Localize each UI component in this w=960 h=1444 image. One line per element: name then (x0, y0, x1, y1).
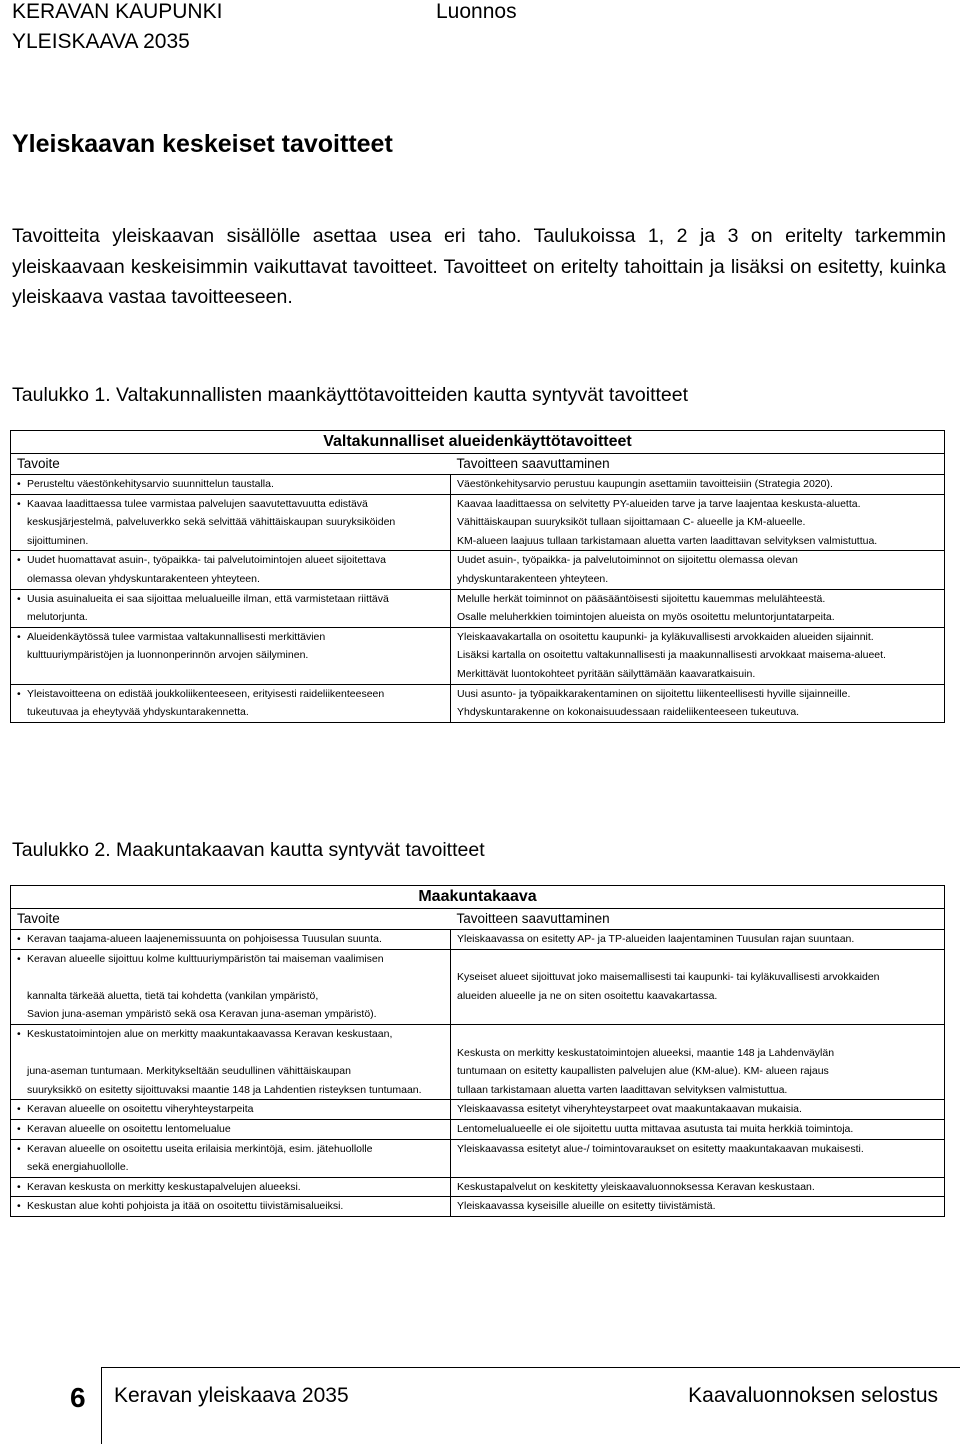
bullet-item (17, 1120, 450, 1139)
achievement-text-line (457, 950, 944, 969)
intro-paragraph: Tavoitteita yleiskaavan sisällölle asettaa usea eri taho. Taulukoissa 1, 2 ja 3 on eritelty tarkemmin yleiskaavaan keskeisimmin vaikuttavat tavoitteet. Tavoitteet on eritelty tahoittain ja lisäksi on esitetty, kuinka yleiskaava vastaa tavoitteeseen. (12, 225, 946, 308)
bullet-item (17, 1140, 450, 1177)
goal-cell (11, 589, 451, 627)
achievement-text-line: Yleiskaavassa on esitetty AP- ja TP-alueiden laajentaminen Tuusulan rajan suuntaan. (457, 933, 855, 945)
footer-document-name: Keravan yleiskaava 2035 (114, 1384, 349, 1407)
bullet-item (17, 628, 450, 665)
header-status: Luonnos (436, 0, 517, 23)
table-row (11, 1119, 945, 1139)
achievement-text-line: Merkittävät luontokohteet pyritään säilyttämään kaavaratkaisuin. (457, 667, 756, 680)
achievement-text-line: yhdyskuntarakenteen yhteyteen. (457, 572, 609, 585)
goal-cell (11, 494, 451, 551)
footer-section-name: Kaavaluonnoksen selostus (688, 1384, 938, 1407)
goal-cell (11, 1197, 451, 1217)
achievement-cell (451, 627, 945, 684)
achievement-text-line: tuntumaan on esitetty kaupallisten palvelujen alue (KM-alue). KM- alueen rajaus (457, 1065, 829, 1078)
table-row (11, 684, 945, 722)
table-row (11, 1100, 945, 1120)
bullet-item (17, 495, 450, 551)
bullet-item (17, 1178, 450, 1197)
goal-text-line: Savion juna-aseman ympäristö sekä osa Keravan juna-aseman ympäristö). (27, 1008, 377, 1021)
table2-col-achievement: Tavoitteen saavuttaminen (451, 909, 945, 930)
goal-cell (11, 1024, 451, 1099)
goal-cell (11, 1100, 451, 1120)
table2-title: Maakuntakaava (11, 886, 945, 909)
goal-text-line: • Yleistavoitteena on edistää joukkoliikenteeseen, erityisesti raideliikenteeseen (27, 687, 385, 700)
table-row (11, 627, 945, 684)
bullet-item (17, 1197, 450, 1216)
achievement-cell (451, 1119, 945, 1139)
goal-text-line: • Uusia asuinalueita ei saa sijoittaa melualueille ilman, että varmistetaan riittävä (27, 592, 389, 605)
table1-col-achievement: Tavoitteen saavuttaminen (451, 454, 945, 475)
table-row (11, 475, 945, 495)
table1-title: Valtakunnalliset alueidenkäyttötavoitteet (11, 431, 945, 454)
table-row (11, 930, 945, 950)
table-row (11, 494, 945, 551)
achievement-cell (451, 1024, 945, 1099)
goal-text-line: • Perusteltu väestönkehitysarvio suunnittelun taustalla. (27, 478, 274, 490)
goal-text-line: melutorjunta. (27, 611, 88, 624)
achievement-text-line: Yleiskaavassa esitetyt viheryhteystarpeet ovat maakuntakaavan mukaisia. (457, 1103, 802, 1116)
achievement-cell (451, 475, 945, 495)
goal-cell (11, 949, 451, 1024)
achievement-text-line: Vähittäiskaupan suuryksiköt tullaan sijoittamaan C- alueelle ja KM-alueelle. (457, 516, 806, 529)
goal-cell (11, 684, 451, 722)
achievement-cell (451, 494, 945, 551)
achievement-cell (451, 1139, 945, 1177)
table-row (11, 1177, 945, 1197)
achievement-text-line: Yleiskaavassa esitetyt alue-/ toimintovaraukset on esitetty maakuntakaavan mukaisesti. (457, 1142, 864, 1155)
goal-text-line: • Alueidenkäytössä tulee varmistaa valtakunnallisesti merkittävien (27, 630, 326, 643)
achievement-text-line: Kyseiset alueet sijoittuvat joko maisemallisesti tai kaupunki- tai kyläkuvallisesti arvokkaiden (457, 971, 880, 984)
goal-text-line: • Keravan keskusta on merkitty keskustapalvelujen alueeksi. (27, 1180, 301, 1193)
bullet-item (17, 590, 450, 627)
goal-text-line: sijoittuminen. (27, 534, 89, 547)
achievement-cell (451, 930, 945, 950)
bullet-item (17, 685, 450, 722)
footer-divider (101, 1367, 102, 1444)
table-row (11, 1197, 945, 1217)
achievement-cell (451, 1177, 945, 1197)
page-number: 6 (70, 1382, 86, 1413)
goal-cell (11, 1119, 451, 1139)
bullet-item (17, 950, 450, 1024)
goal-cell (11, 551, 451, 589)
achievement-cell (451, 1100, 945, 1120)
achievement-cell (451, 949, 945, 1024)
achievement-text-line: alueiden alueelle ja ne on siten osoitettu kaavakartassa. (457, 989, 718, 1002)
achievement-cell (451, 1197, 945, 1217)
table-row (11, 589, 945, 627)
goal-text-line: • Keravan alueelle on osoitettu viheryhteystarpeita (27, 1103, 254, 1116)
table2-rows (11, 930, 945, 1217)
achievement-text-line: Lentomelualueelle ei ole sijoitettu uutta mittavaa asutusta tai muita herkkiä toimintoja. (457, 1122, 854, 1135)
table1-col-goal: Tavoite (11, 454, 451, 475)
goal-text-line: • Keravan alueelle on osoitettu lentomelualue (27, 1122, 231, 1135)
goal-text-line: • Keravan alueelle on osoitettu useita erilaisia merkintöjä, esim. jätehuollolle (27, 1142, 373, 1155)
achievement-text-line (457, 1025, 944, 1044)
achievement-text-line: KM-alueen laajuus tullaan tarkistamaan aluetta varten laadittavan selvityksen valmistuttua. (457, 534, 878, 547)
achievement-text-line: Osalle meluherkkien toimintojen alueista on myös osoitettu meluntorjuntatarpeita. (457, 611, 835, 624)
goal-text-line: sekä energiahuollolle. (27, 1161, 129, 1174)
goal-cell (11, 930, 451, 950)
bullet-item (17, 1100, 450, 1119)
page-title: Yleiskaavan keskeiset tavoitteet (12, 130, 393, 158)
goal-text-line: kannalta tärkeää aluetta, tietä tai kohdetta (vankilan ympäristö, (27, 989, 319, 1002)
goal-text-line: • Keravan alueelle sijoittuu kolme kulttuuriympäristön tai maiseman vaalimisen (27, 952, 384, 965)
achievement-text-line: Uusi asunto- ja työpaikkarakentaminen on sijoitettu liikenteellisesti hyville sijainneille. (457, 687, 851, 700)
table1-caption: Taulukko 1. Valtakunnallisten maankäyttötavoitteiden kautta syntyvät tavoitteet (12, 384, 689, 406)
goal-text-line: juna-aseman tuntumaan. Merkitykseltään seudullinen vähittäiskaupan (27, 1065, 351, 1078)
achievement-text-line: Väestönkehitysarvio perustuu kaupungin asettamiin tavoitteisiin (Strategia 2020). (457, 478, 833, 490)
goal-cell (11, 475, 451, 495)
table-row (11, 551, 945, 589)
goal-text-line: • Uudet huomattavat asuin-, työpaikka- tai palvelutoimintojen alueet sijoitettava (27, 554, 386, 567)
goal-text-line: • Keskustan alue kohti pohjoista ja itää on osoitettu tiivistämisalueiksi. (27, 1200, 344, 1213)
achievement-cell (451, 684, 945, 722)
table-row (11, 949, 945, 1024)
bullet-item (17, 551, 450, 588)
table-row (11, 1024, 945, 1099)
goal-text-line: olemassa olevan yhdyskuntarakenteen yhteyteen. (27, 572, 260, 585)
table1-rows (11, 475, 945, 723)
achievement-text-line: Lisäksi kartalla on osoitettu valtakunnallisesti ja maakunnallisesti arvokkaat maisema-alueet. (457, 649, 886, 662)
header-plan: YLEISKAAVA 2035 (12, 30, 190, 53)
goal-text-line: • Kaavaa laadittaessa tulee varmistaa palvelujen saavutettavuutta edistävä (27, 497, 368, 510)
achievement-text-line: Uudet asuin-, työpaikka- ja palvelutoiminnot on sijoitettu olemassa olevan (457, 554, 798, 567)
achievement-text-line: Keskustapalvelut on keskitetty yleiskaavaluonnoksessa Keravan keskustaan. (457, 1180, 815, 1193)
bullet-item (17, 475, 450, 494)
goal-cell (11, 627, 451, 684)
achievement-text-line: Melulle herkät toiminnot on pääsääntöisesti sijoitettu kauemmas melulähteestä. (457, 592, 826, 605)
goal-text-line: tukeutuvaa ja eheytyvää yhdyskuntarakennetta. (27, 706, 249, 719)
achievement-text-line: Yleiskaavassa kyseisille alueille on esitetty tiivistämistä. (457, 1200, 716, 1213)
achievement-text-line: Kaavaa laadittaessa on selvitetty PY-alueiden tarve ja tarve laajentaa keskusta-aluetta. (457, 497, 861, 510)
achievement-cell (451, 589, 945, 627)
goal-text-line (27, 968, 450, 987)
goal-text-line: keskusjärjestelmä, palveluverkko sekä selvittää vähittäiskaupan suuryksiköiden (27, 516, 396, 529)
goal-text-line: • Keskustatoimintojen alue on merkitty maakuntakaavassa Keravan keskustaan, (27, 1027, 393, 1040)
achievement-text-line: Yleiskaavakartalla on osoitettu kaupunki- ja kyläkuvallisesti arvokkaiden alueiden sijainnit. (457, 630, 874, 643)
goal-text-line: kulttuuriympäristöjen ja luonnonperinnön arvojen säilyminen. (27, 649, 309, 662)
bullet-item (17, 1025, 450, 1099)
table1 (10, 430, 945, 723)
achievement-text-line: Yhdyskuntarakenne on kokonaisuudessaan raideliikenteeseen tukeutuva. (457, 706, 800, 719)
achievement-cell (451, 551, 945, 589)
goal-cell (11, 1139, 451, 1177)
bullet-item (17, 930, 450, 949)
goal-text-line: suuryksikkö on esitetty sijoittuvaksi maantie 148 ja Lahdentien risteyksen tuntumaan. (27, 1083, 422, 1096)
footer-rule (102, 1367, 960, 1368)
table-row (11, 1139, 945, 1177)
goal-text-line (27, 1044, 450, 1063)
table2-caption: Taulukko 2. Maakuntakaavan kautta syntyvät tavoitteet (12, 839, 485, 861)
table2-col-goal: Tavoite (11, 909, 451, 930)
header-city: KERAVAN KAUPUNKI (12, 0, 223, 23)
goal-cell (11, 1177, 451, 1197)
achievement-text-line: Keskusta on merkitty keskustatoimintojen alueeksi, maantie 148 ja Lahdenväylän (457, 1046, 835, 1059)
table2 (10, 885, 945, 1217)
goal-text-line: • Keravan taajama-alueen laajenemissuunta on pohjoisessa Tuusulan suunta. (27, 933, 382, 945)
achievement-text-line: tullaan tarkistamaan aluetta varten laadittavan selvityksen valmistuttua. (457, 1083, 788, 1096)
